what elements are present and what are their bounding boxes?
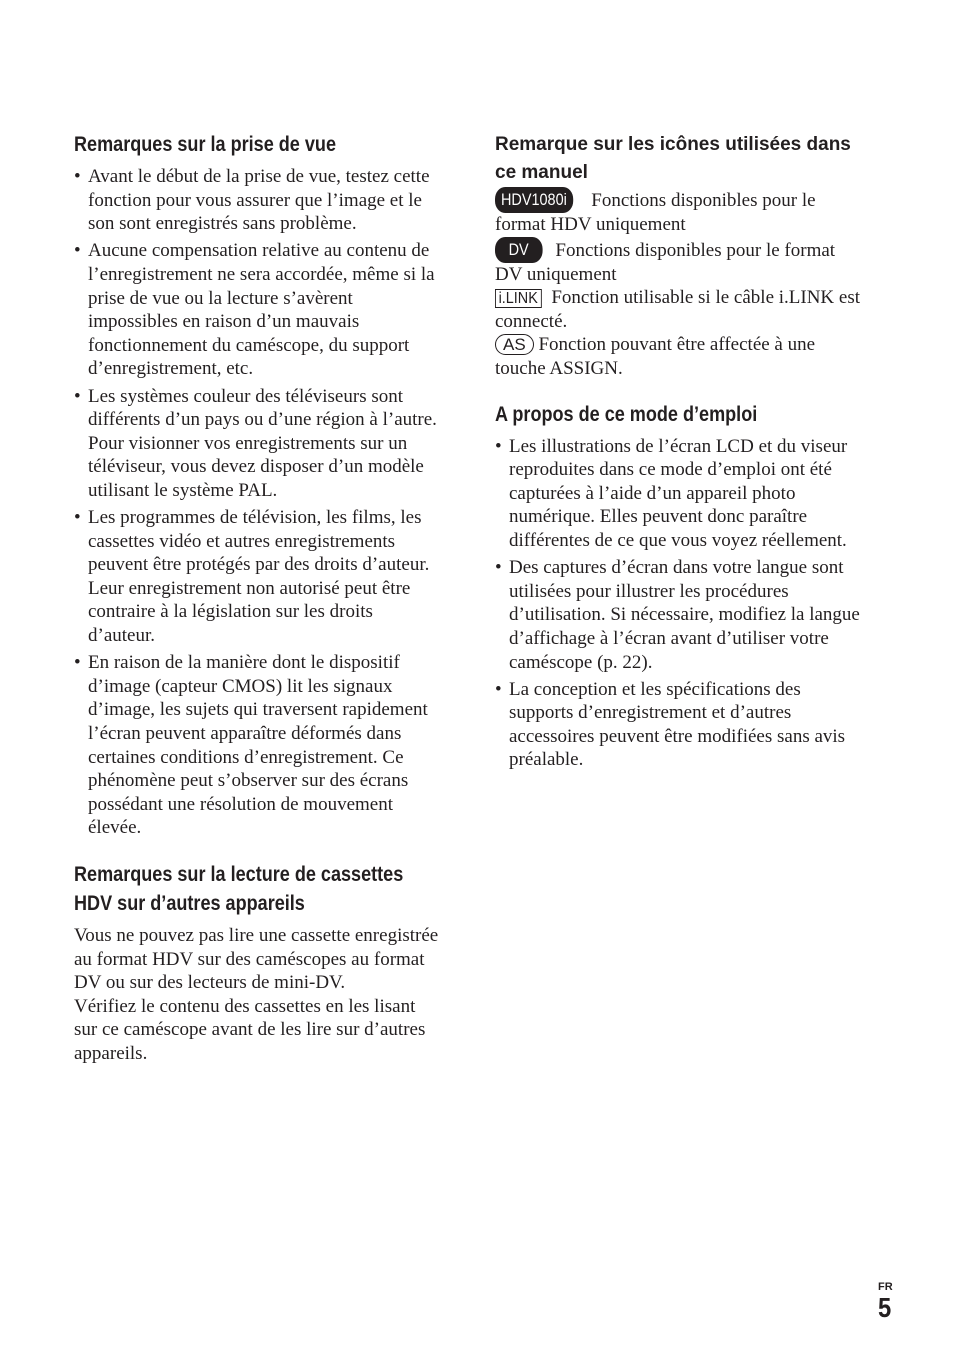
right-column [495,131,865,776]
list-item: • Des captures d’écran dans votre langue sont utilisées pour illustrer les procédures d’utilisation. Si nécessaire, modifiez la langue d’affichage à l’écran avant d’utiliser votre caméscope (p. 22). [495,556,865,674]
icon-description: Fonction pouvant être affectée à une touche ASSIGN. [495,334,816,379]
heading-prise-de-vue: Remarques sur la prise de vue [74,133,336,156]
language-code: FR [878,1281,893,1293]
dv-icon: DV [495,237,542,263]
left-column [74,130,440,1066]
list-item: • Avant le début de la prise de vue, testez cette fonction pour vous assurer que l’image et le son sont enregistrés sans problème. [74,165,440,236]
icon-description: Fonction utilisable si le câble i.LINK est connecté. [495,287,861,332]
icon-legend-row [495,286,865,333]
icon-legend [495,187,865,381]
list-item: • En raison de la manière dont le dispositif d’image (capteur CMOS) lit les signaux d’image, les sujets qui traversent rapidement l’écran peuvent apparaître déformés dans certaines conditions d’enregistrement. Ce phénomène peut s’observer sur des écrans possédant une résolution de mouvement élevée. [74,651,440,840]
icon-description: Fonctions disponibles pour le format HDV uniquement [495,190,816,235]
paragraph: Vérifiez le contenu des cassettes en les lisant sur ce caméscope avant de les lire sur d’autres appareils. [74,995,426,1064]
page-number-value: 5 [878,1292,892,1323]
icon-legend-row [495,187,865,237]
page-number [878,1281,894,1323]
heading-line: Remarques sur la lecture de cassettes [74,863,404,886]
assign-icon: AS [495,334,534,355]
prise-de-vue-list [74,165,440,840]
list-item: • Les illustrations de l’écran LCD et du viseur reproduites dans ce mode d’emploi ont été capturées à l’aide d’un appareil photo numérique. Elles peuvent donc paraître différentes de ce que vous voyez réellement. [495,435,865,553]
icon-legend-row [495,333,865,380]
ilink-icon: i.LINK [495,289,541,308]
heading-line: HDV sur d’autres appareils [74,892,305,915]
list-item: • Les programmes de télévision, les films, les cassettes vidéo et autres enregistrements peuvent être protégés par des droits d’auteur. Leur enregistrement non autorisé peut être contraire à la législation sur les droits d’auteur. [74,506,440,648]
icon-description: Fonctions disponibles pour le format DV uniquement [495,239,836,285]
heading-icones: Remarque sur les icônes utilisées dans ce manuel [495,134,851,183]
list-item: • Les systèmes couleur des téléviseurs sont différents d’un pays ou d’une région à l’autre. Pour visionner vos enregistrements sur un téléviseur, vous devez disposer d’un modèle utilisant le système PAL. [74,385,440,503]
mode-emploi-list [495,435,865,773]
paragraph: Vous ne pouvez pas lire une cassette enregistrée au format HDV sur des caméscopes au format DV ou sur des lecteurs de mini-DV. [74,925,439,994]
heading-lecture-cassettes [74,860,440,918]
list-item: • Aucune compensation relative au contenu de l’enregistrement ne sera accordée, même si la prise de vue ou la lecture s’avèrent impossibles en raison d’un mauvais fonctionnement du caméscope, du support d’enregistrement, etc. [74,239,440,381]
heading-mode-emploi: A propos de ce mode d’emploi [495,402,758,426]
hdv1080i-icon: HDV1080i [495,187,573,213]
icon-legend-row [495,237,865,287]
list-item: • La conception et les spécifications des supports d’enregistrement et d’autres accessoires peuvent être modifiées sans avis préalable. [495,678,865,772]
